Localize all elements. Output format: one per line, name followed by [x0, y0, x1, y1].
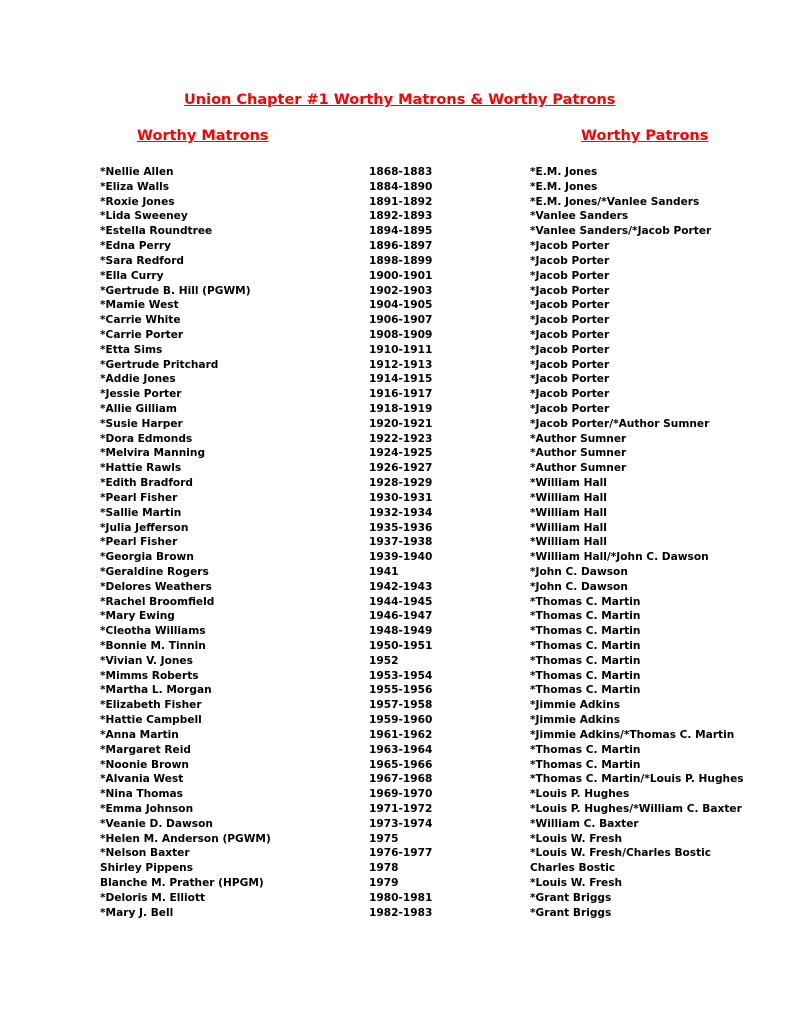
patron-name: *Jacob Porter [530, 343, 610, 356]
patron-name: *Jacob Porter/*Author Sumner [530, 417, 710, 430]
term-years: 1975 [369, 832, 399, 845]
matron-name: *Carrie White [100, 314, 181, 327]
patron-name: *Thomas C. Martin [530, 684, 641, 697]
list-item [0, 713, 792, 728]
list-item [0, 787, 792, 802]
matron-name: *Anna Martin [100, 728, 179, 741]
matron-name: *Deloris M. Elliott [100, 891, 206, 904]
list-item [0, 343, 792, 358]
patron-name: *Jacob Porter [530, 240, 610, 253]
patron-name: *Thomas C. Martin [530, 743, 641, 756]
matron-name: *Margaret Reid [100, 743, 191, 756]
patron-name: *Thomas C. Martin [530, 610, 641, 623]
term-years: 1973-1974 [369, 817, 433, 830]
term-years: 1942-1943 [369, 580, 433, 593]
matron-name: *Edith Bradford [100, 477, 194, 490]
worthy-patrons-heading: Worthy Patrons [581, 128, 709, 144]
matron-name: *Nelson Baxter [100, 847, 190, 860]
term-years: 1884-1890 [369, 180, 433, 193]
term-years: 1948-1949 [369, 625, 433, 638]
list-item [0, 683, 792, 698]
matron-name: *Rachel Broomfield [100, 595, 215, 608]
list-item [0, 432, 792, 447]
term-years: 1944-1945 [369, 595, 433, 608]
list-item [0, 328, 792, 343]
matron-name: *Helen M. Anderson (PGWM) [100, 832, 271, 845]
term-years: 1926-1927 [369, 462, 433, 475]
patron-name: *Louis P. Hughes/*William C. Baxter [530, 802, 742, 815]
term-years: 1978 [369, 862, 399, 875]
term-years: 1892-1893 [369, 210, 433, 223]
list-item [0, 609, 792, 624]
matron-name: *Sallie Martin [100, 506, 182, 519]
matron-name: *Alvania West [100, 773, 184, 786]
patron-name: *Author Sumner [530, 432, 627, 445]
term-years: 1961-1962 [369, 728, 433, 741]
patron-name: *Jacob Porter [530, 254, 610, 267]
patron-name: *William Hall [530, 506, 607, 519]
matron-name: *Nellie Allen [100, 166, 174, 178]
list-item [0, 372, 792, 387]
matron-name: *Gertrude B. Hill (PGWM) [100, 284, 251, 297]
list-item [0, 535, 792, 550]
patron-name: *Jacob Porter [530, 269, 610, 282]
term-years: 1952 [369, 654, 399, 667]
patron-name: *Jimmie Adkins/*Thomas C. Martin [530, 728, 735, 741]
matron-name: *Veanie D. Dawson [100, 817, 213, 830]
list-item [0, 580, 792, 595]
term-years: 1957-1958 [369, 699, 433, 712]
list-item [0, 224, 792, 239]
patron-name: *Jacob Porter [530, 314, 610, 327]
list-item [0, 832, 792, 847]
term-years: 1969-1970 [369, 788, 433, 801]
patron-name: *Thomas C. Martin [530, 669, 641, 682]
patron-name: *Louis P. Hughes [530, 788, 630, 801]
matron-name: Shirley Pippens [100, 862, 194, 875]
list-item [0, 669, 792, 684]
matron-name: *Carrie Porter [100, 328, 184, 341]
term-years: 1979 [369, 877, 399, 889]
term-years: 1980-1981 [369, 891, 433, 904]
list-item [0, 521, 792, 536]
patron-name: *Jacob Porter [530, 403, 610, 415]
term-years: 1896-1897 [369, 240, 433, 253]
list-item [0, 846, 792, 861]
patron-name: *John C. Dawson [530, 565, 628, 578]
matron-name: *Delores Weathers [100, 580, 212, 593]
list-item [0, 417, 792, 432]
list-item [0, 595, 792, 610]
term-years: 1916-1917 [369, 388, 433, 401]
patron-name: *Jacob Porter [530, 388, 610, 401]
term-years: 1959-1960 [369, 714, 433, 727]
matron-name: *Pearl Fisher [100, 491, 178, 504]
matron-name: *Sara Redford [100, 254, 184, 267]
patron-name: *Jimmie Adkins [530, 699, 621, 712]
patron-name: *William Hall [530, 491, 607, 504]
patron-name: *John C. Dawson [530, 580, 628, 593]
patron-name: *Grant Briggs [530, 891, 612, 904]
list-item [0, 387, 792, 402]
matron-name: *Geraldine Rogers [100, 565, 209, 578]
list-item [0, 313, 792, 328]
patron-name: *Jacob Porter [530, 328, 610, 341]
matron-name: *Cleotha Williams [100, 625, 206, 638]
matron-name: *Julia Jefferson [100, 521, 189, 534]
patron-name: *Thomas C. Martin [530, 640, 641, 652]
matron-name: *Mamie West [100, 299, 179, 312]
list-item [0, 876, 792, 891]
matron-name: *Dora Edmonds [100, 432, 193, 445]
term-years: 1928-1929 [369, 477, 433, 490]
matron-name: *Vivian V. Jones [100, 654, 193, 667]
term-years: 1898-1899 [369, 254, 433, 267]
patron-name: *Jimmie Adkins [530, 714, 621, 727]
term-years: 1891-1892 [369, 195, 433, 208]
list-item [0, 239, 792, 254]
list-item [0, 461, 792, 476]
list-item [0, 180, 792, 195]
patron-name: *E.M. Jones [530, 180, 598, 193]
list-item [0, 550, 792, 565]
term-years: 1935-1936 [369, 521, 433, 534]
list-item [0, 506, 792, 521]
patron-name: *Grant Briggs [530, 906, 612, 919]
patron-name: Charles Bostic [530, 862, 616, 875]
term-years: 1946-1947 [369, 610, 433, 623]
patron-name: *Louis W. Fresh [530, 877, 623, 889]
matron-name: *Martha L. Morgan [100, 684, 212, 697]
term-years: 1920-1921 [369, 417, 433, 430]
matron-name: *Ella Curry [100, 269, 164, 282]
list-item [0, 402, 792, 417]
term-years: 1924-1925 [369, 447, 433, 460]
term-years: 1963-1964 [369, 743, 433, 756]
patron-name: *Jacob Porter [530, 299, 610, 312]
list-item [0, 165, 792, 180]
term-years: 1900-1901 [369, 269, 433, 282]
term-years: 1976-1977 [369, 847, 433, 860]
matron-name: *Jessie Porter [100, 388, 182, 401]
term-years: 1912-1913 [369, 358, 433, 371]
matron-name: *Mary J. Bell [100, 906, 174, 919]
term-years: 1908-1909 [369, 328, 433, 341]
list-item [0, 743, 792, 758]
matron-name: *Mimms Roberts [100, 669, 199, 682]
matron-name: *Emma Johnson [100, 802, 194, 815]
term-years: 1902-1903 [369, 284, 433, 297]
term-years: 1953-1954 [369, 669, 433, 682]
term-years: 1967-1968 [369, 773, 433, 786]
list-item [0, 861, 792, 876]
patron-name: *Thomas C. Martin [530, 625, 641, 638]
list-item [0, 298, 792, 313]
term-years: 1965-1966 [369, 758, 433, 771]
list-item [0, 906, 792, 921]
matron-name: *Hattie Rawls [100, 462, 182, 475]
patron-name: *Thomas C. Martin [530, 654, 641, 667]
matron-name: *Elizabeth Fisher [100, 699, 202, 712]
term-years: 1932-1934 [369, 506, 433, 519]
list-item [0, 758, 792, 773]
list-item [0, 284, 792, 299]
term-years: 1941 [369, 565, 399, 578]
list-item [0, 698, 792, 713]
list-item [0, 565, 792, 580]
list-item [0, 358, 792, 373]
list-item [0, 802, 792, 817]
list-item [0, 654, 792, 669]
matron-name: *Edna Perry [100, 240, 172, 253]
matron-name: *Mary Ewing [100, 610, 175, 623]
list-item [0, 446, 792, 461]
patron-name: *William Hall [530, 477, 607, 490]
term-years: 1922-1923 [369, 432, 433, 445]
patron-name: *William Hall [530, 521, 607, 534]
term-years: 1971-1972 [369, 802, 433, 815]
patron-name: *Thomas C. Martin [530, 758, 641, 771]
list-item [0, 728, 792, 743]
matron-name: *Hattie Campbell [100, 714, 202, 727]
term-years: 1930-1931 [369, 491, 433, 504]
matron-name: *Susie Harper [100, 417, 183, 430]
list-item [0, 817, 792, 832]
officer-list [0, 165, 792, 920]
matron-name: *Allie Gilliam [100, 403, 177, 415]
term-years: 1950-1951 [369, 640, 433, 652]
patron-name: *Author Sumner [530, 447, 627, 460]
patron-name: *Thomas C. Martin/*Louis P. Hughes [530, 773, 744, 786]
matron-name: *Etta Sims [100, 343, 163, 356]
list-item [0, 195, 792, 210]
list-item [0, 269, 792, 284]
patron-name: *Author Sumner [530, 462, 627, 475]
matron-name: *Eliza Walls [100, 180, 170, 193]
list-item [0, 209, 792, 224]
patron-name: *Vanlee Sanders/*Jacob Porter [530, 225, 712, 238]
patron-name: *Louis W. Fresh [530, 832, 623, 845]
term-years: 1904-1905 [369, 299, 433, 312]
matron-name: *Roxie Jones [100, 195, 175, 208]
matron-name: *Nina Thomas [100, 788, 183, 801]
term-years: 1910-1911 [369, 343, 433, 356]
list-item [0, 772, 792, 787]
matron-name: *Lida Sweeney [100, 210, 188, 223]
term-years: 1955-1956 [369, 684, 433, 697]
term-years: 1906-1907 [369, 314, 433, 327]
list-item [0, 491, 792, 506]
matron-name: *Estella Roundtree [100, 225, 213, 238]
patron-name: *William C. Baxter [530, 817, 639, 830]
term-years: 1939-1940 [369, 551, 433, 564]
term-years: 1937-1938 [369, 536, 433, 549]
worthy-matrons-heading: Worthy Matrons [137, 128, 269, 144]
list-item [0, 476, 792, 491]
patron-name: *Vanlee Sanders [530, 210, 629, 223]
patron-name: *Louis W. Fresh/Charles Bostic [530, 847, 712, 860]
patron-name: *Jacob Porter [530, 284, 610, 297]
matron-name: *Addie Jones [100, 373, 176, 386]
list-item [0, 624, 792, 639]
matron-name: *Gertrude Pritchard [100, 358, 219, 371]
patron-name: *William Hall [530, 536, 607, 549]
matron-name: *Georgia Brown [100, 551, 194, 564]
list-item [0, 639, 792, 654]
patron-name: *E.M. Jones [530, 166, 598, 178]
term-years: 1914-1915 [369, 373, 433, 386]
term-years: 1868-1883 [369, 166, 433, 178]
patron-name: *Thomas C. Martin [530, 595, 641, 608]
page-title: Union Chapter #1 Worthy Matrons & Worthy Patrons [184, 92, 616, 108]
patron-name: *Jacob Porter [530, 358, 610, 371]
term-years: 1918-1919 [369, 403, 433, 415]
matron-name: *Melvira Manning [100, 447, 206, 460]
list-item [0, 254, 792, 269]
patron-name: *William Hall/*John C. Dawson [530, 551, 709, 564]
term-years: 1894-1895 [369, 225, 433, 238]
matron-name: *Bonnie M. Tinnin [100, 640, 206, 652]
patron-name: *E.M. Jones/*Vanlee Sanders [530, 195, 700, 208]
matron-name: *Pearl Fisher [100, 536, 178, 549]
matron-name: *Noonie Brown [100, 758, 189, 771]
term-years: 1982-1983 [369, 906, 433, 919]
matron-name: Blanche M. Prather (HPGM) [100, 877, 264, 889]
list-item [0, 891, 792, 906]
patron-name: *Jacob Porter [530, 373, 610, 386]
